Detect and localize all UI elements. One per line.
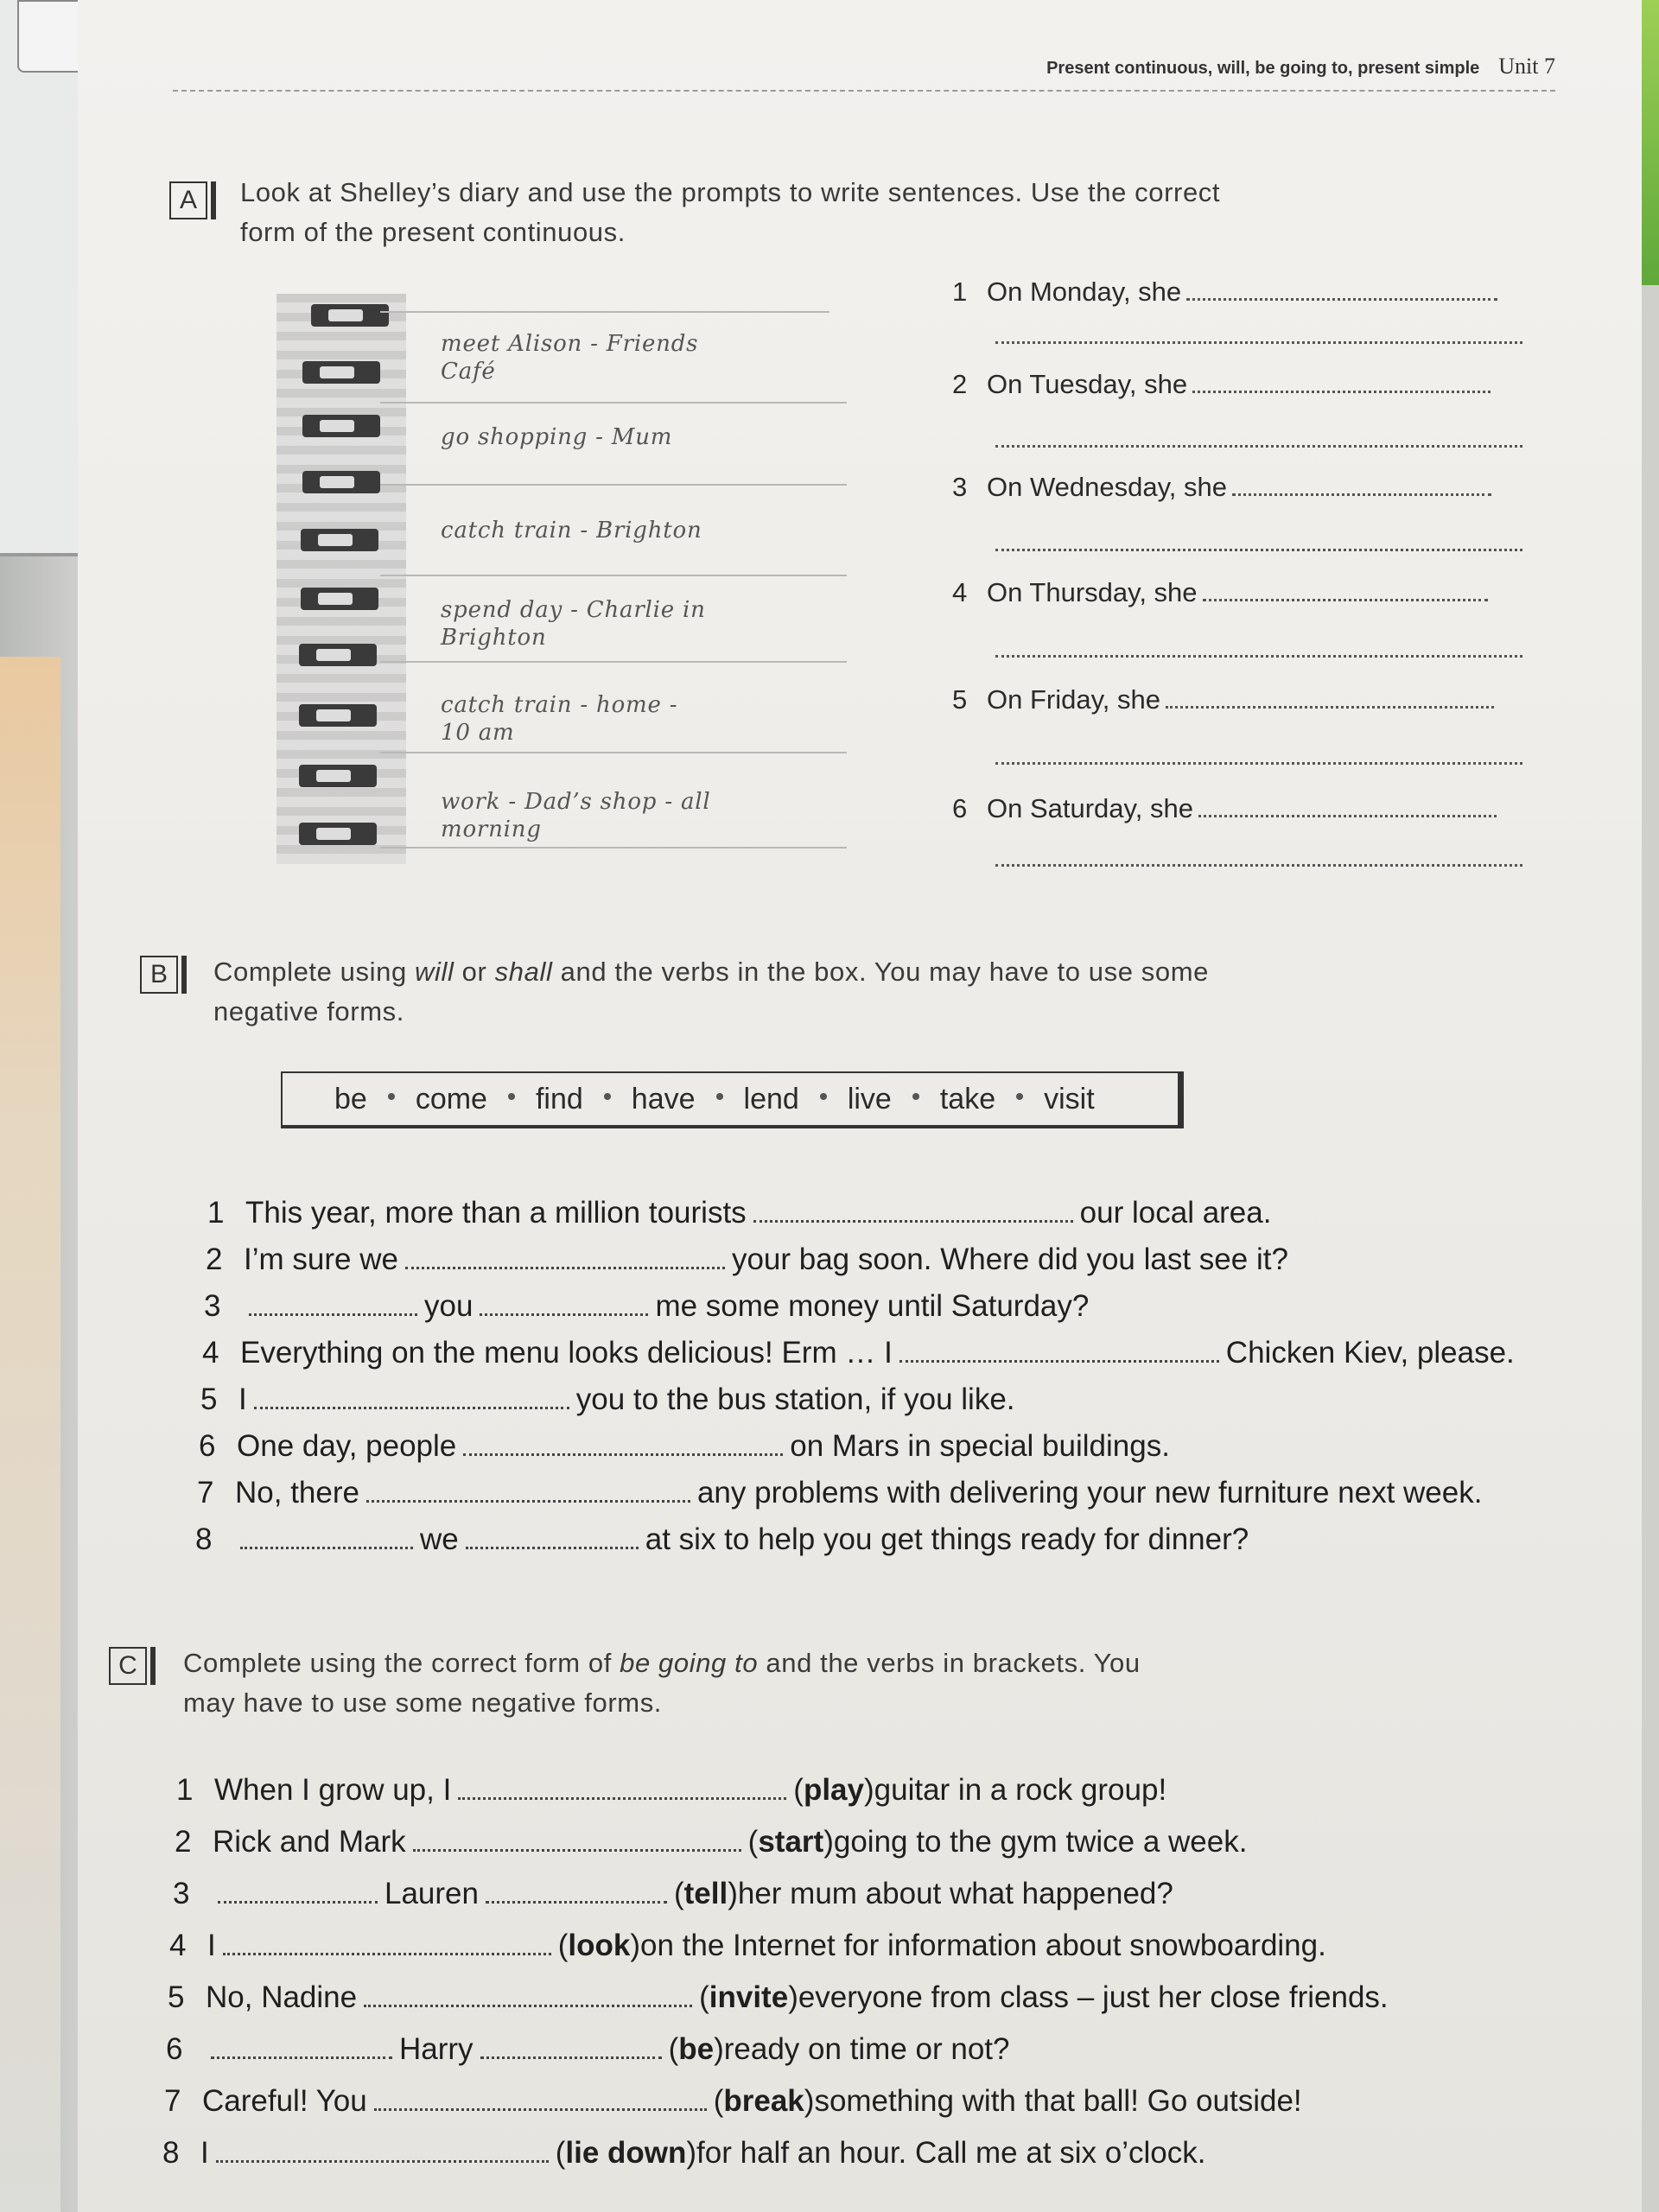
diary-ring [299, 644, 377, 666]
instruction-text: or [454, 957, 495, 987]
answer-blank[interactable] [995, 445, 1522, 448]
section-a-instruction [240, 173, 1220, 252]
instruction-text: Complete using [213, 957, 416, 987]
answer-blank[interactable] [480, 2056, 662, 2059]
diary-entry-text: Brighton [441, 625, 547, 651]
item-number: 2 [952, 369, 968, 399]
item-text: something with that ball! Go outside! [814, 2084, 1302, 2118]
item-prompt: On Thursday, she [987, 577, 1198, 607]
verb-word: take [939, 1082, 996, 1116]
diary-entry-friday [441, 691, 677, 747]
diary-entry-text: 10 am [441, 720, 515, 746]
instruction-text: and the verbs in the box. You may have to use some [552, 957, 1210, 987]
section-c-item: 2 Rick and Mark (start) going to the gym twice a week. [175, 1825, 1248, 1859]
section-c-instruction-line-2: may have to use some negative forms. [183, 1688, 663, 1718]
verb-word: live [847, 1082, 892, 1116]
item-number: 6 [166, 2032, 183, 2066]
section-b-item [204, 1289, 1089, 1324]
bullet-separator [1016, 1093, 1023, 1100]
item-prompt: On Saturday, she [987, 793, 1193, 823]
answer-blank[interactable] [364, 2005, 692, 2007]
item-text: No, Nadine [206, 1980, 358, 2014]
answer-blank[interactable] [753, 1220, 1073, 1223]
item-number: 5 [952, 684, 968, 715]
instruction-text: Complete using the correct form of [183, 1648, 620, 1678]
unit-label: Unit 7 [1498, 54, 1555, 79]
answer-blank[interactable] [995, 864, 1522, 867]
verb-word: lend [743, 1082, 799, 1116]
section-a-item [952, 369, 1491, 400]
item-number: 4 [952, 577, 968, 607]
item-number: 3 [204, 1289, 221, 1323]
diary-entry-text: catch train - Brighton [441, 518, 702, 543]
section-a-item [952, 276, 1497, 308]
answer-blank[interactable] [480, 1313, 648, 1316]
diary-rule [380, 575, 847, 576]
bracket-verb: start [758, 1825, 824, 1859]
diary-entry-wednesday [441, 517, 702, 544]
item-text: for half an hour. Call me at six o’clock. [696, 2136, 1206, 2170]
section-c-item: 4 I (look) on the Internet for information about snowboarding. [169, 1929, 1326, 1962]
section-b-item [202, 1336, 1515, 1370]
verb-word: find [535, 1082, 583, 1116]
answer-blank[interactable] [211, 2056, 392, 2059]
page-header [1046, 54, 1555, 79]
verb-box [281, 1071, 1184, 1128]
answer-blank[interactable] [899, 1360, 1219, 1363]
section-c-item: 8 I (lie down) for half an hour. Call me at six o’clock. [162, 2136, 1206, 2170]
diary-ring [299, 823, 377, 845]
diary-rule [380, 661, 847, 663]
item-text: Careful! You [202, 2084, 367, 2118]
diary-rule [380, 402, 847, 404]
answer-blank[interactable] [458, 1797, 786, 1800]
answer-blank[interactable] [405, 1267, 725, 1269]
item-prompt: On Wednesday, she [987, 472, 1228, 502]
item-number: 7 [197, 1476, 214, 1510]
shelley-diary [276, 294, 847, 864]
diary-rule [380, 484, 847, 486]
item-number: 4 [169, 1929, 187, 1962]
item-text: our local area. [1079, 1196, 1272, 1230]
bullet-separator [912, 1093, 919, 1100]
section-a-item [952, 684, 1494, 715]
answer-blank[interactable] [240, 1547, 413, 1549]
diary-rule [380, 311, 830, 313]
item-number: 1 [952, 276, 968, 307]
item-text: your bag soon. Where did you last see it? [731, 1243, 1288, 1276]
answer-blank[interactable] [486, 1901, 667, 1904]
verb-word: be [334, 1082, 367, 1116]
item-number: 5 [200, 1382, 218, 1416]
diary-entry-text: work - Dad’s shop - all [441, 789, 711, 815]
diary-entry-text: meet Alison - Friends [441, 331, 699, 357]
diary-ring [302, 361, 380, 384]
item-number: 1 [176, 1773, 194, 1807]
diary-ring [301, 588, 378, 610]
item-prompt: On Tuesday, she [987, 369, 1188, 399]
diary-rule [380, 847, 847, 849]
answer-blank[interactable] [223, 1953, 551, 1955]
section-b-instruction-line-1 [213, 952, 1209, 992]
section-c-item: 3 Lauren (tell) her mum about what happened? [173, 1877, 1173, 1910]
section-c-item: 1 When I grow up, I (play) guitar in a rock group! [176, 1773, 1167, 1807]
section-a-letter: A [169, 181, 207, 219]
answer-blank[interactable] [1198, 815, 1497, 817]
bracket-verb: be [678, 2032, 715, 2066]
section-b-item [199, 1429, 1170, 1464]
item-text: everyone from class – just her close friends. [798, 1980, 1389, 2014]
item-text: you [424, 1289, 474, 1323]
diary-ring [302, 471, 380, 493]
section-a-item [952, 472, 1491, 503]
item-text: Rick and Mark [213, 1825, 406, 1859]
item-prompt: On Friday, she [987, 684, 1161, 715]
item-text: One day, people [237, 1429, 457, 1463]
diary-entry-saturday [441, 788, 711, 843]
answer-blank[interactable] [413, 1849, 741, 1852]
section-b-item [200, 1382, 1015, 1417]
answer-blank[interactable] [216, 2160, 549, 2163]
answer-blank[interactable] [466, 1547, 639, 1549]
section-a-instruction-line-1: Look at Shelley’s diary and use the prompts to write sentences. Use the correct [240, 177, 1221, 207]
answer-blank[interactable] [995, 655, 1522, 658]
section-c-item: 7 Careful! You (break) something with that ball! Go outside! [164, 2084, 1302, 2118]
item-text: on Mars in special buildings. [790, 1429, 1170, 1463]
diary-entry-text: go shopping - Mum [441, 424, 673, 450]
item-text: me some money until Saturday? [655, 1289, 1090, 1323]
instruction-keyword: will [415, 957, 454, 987]
answer-blank[interactable] [218, 1901, 378, 1904]
item-number: 1 [207, 1196, 225, 1230]
bracket-verb: play [803, 1773, 864, 1807]
answer-blank[interactable] [1186, 298, 1497, 301]
item-text: ready on time or not? [723, 2032, 1010, 2066]
answer-blank[interactable] [1232, 493, 1491, 496]
item-text: Harry [399, 2032, 474, 2066]
bullet-separator [388, 1093, 395, 1100]
answer-blank[interactable] [374, 2108, 707, 2111]
item-number: 2 [175, 1825, 192, 1859]
item-number: 5 [168, 1980, 185, 2014]
section-a-item [952, 793, 1497, 824]
bracket-verb: invite [709, 1980, 789, 2014]
item-number: 3 [952, 472, 968, 502]
item-text: going to the gym twice a week. [833, 1825, 1248, 1859]
item-text: her mum about what happened? [737, 1877, 1173, 1910]
diary-entry-text: catch train - home - [441, 692, 678, 718]
item-number: 3 [173, 1877, 190, 1910]
item-text: Chicken Kiev, please. [1225, 1336, 1515, 1370]
diary-ring [301, 529, 378, 551]
section-b-item [197, 1476, 1482, 1510]
diary-entry-tuesday [441, 423, 672, 451]
diary-entry-text: Café [441, 359, 496, 385]
item-number: 4 [202, 1336, 219, 1370]
section-c-instruction-line-1 [183, 1643, 1141, 1683]
answer-blank[interactable] [995, 762, 1522, 765]
diary-entry-monday [441, 330, 698, 385]
answer-blank[interactable] [1203, 599, 1488, 601]
section-c-instruction [183, 1643, 1141, 1723]
item-text: I [238, 1382, 247, 1416]
section-c-letter: C [109, 1647, 147, 1685]
diary-rule [380, 752, 847, 753]
item-text: No, there [235, 1476, 359, 1510]
instruction-keyword: shall [494, 957, 553, 987]
answer-blank[interactable] [995, 341, 1522, 344]
answer-blank[interactable] [249, 1313, 417, 1316]
diary-entry-text: spend day - Charlie in [441, 597, 706, 623]
item-text: you to the bus station, if you like. [575, 1382, 1015, 1416]
bracket-verb: break [723, 2084, 804, 2118]
notebook-edge [0, 657, 60, 2212]
answer-blank[interactable] [366, 1500, 690, 1503]
item-text: any problems with delivering your new furniture next week. [696, 1476, 1483, 1510]
section-a-item [952, 577, 1488, 608]
answer-blank[interactable] [995, 549, 1522, 551]
section-b-item [206, 1243, 1288, 1277]
verb-word: have [631, 1082, 696, 1116]
item-text: I [200, 2136, 209, 2170]
section-b-item [195, 1522, 1249, 1557]
section-b-letter: B [140, 956, 178, 994]
item-text: This year, more than a million tourists [245, 1196, 747, 1230]
section-b-instruction [213, 952, 1209, 1032]
bullet-separator [508, 1093, 515, 1100]
item-text: Lauren [385, 1877, 479, 1910]
item-number: 7 [164, 2084, 181, 2118]
bullet-separator [604, 1093, 611, 1100]
item-number: 8 [162, 2136, 180, 2170]
answer-blank[interactable] [463, 1453, 783, 1456]
answer-blank[interactable] [254, 1407, 569, 1409]
item-number: 2 [206, 1243, 223, 1276]
bullet-separator [716, 1093, 723, 1100]
item-number: 8 [195, 1522, 213, 1556]
bullet-separator [820, 1093, 827, 1100]
answer-blank[interactable] [1166, 706, 1494, 709]
verb-word: visit [1044, 1082, 1095, 1116]
diary-ring [311, 304, 389, 327]
bracket-verb: tell [683, 1877, 728, 1910]
section-c-item: 6 Harry (be) ready on time or not? [166, 2032, 1010, 2066]
item-text: When I grow up, I [214, 1773, 452, 1807]
answer-blank[interactable] [1192, 391, 1491, 393]
bracket-verb: look [568, 1929, 631, 1962]
item-prompt: On Monday, she [987, 276, 1182, 307]
section-b-item [207, 1196, 1271, 1230]
item-number: 6 [952, 793, 968, 823]
section-b-instruction-line-2: negative forms. [213, 996, 404, 1027]
item-text: we [420, 1522, 459, 1556]
item-text: Everything on the menu looks delicious! Erm … I [240, 1336, 893, 1370]
item-text: at six to help you get things ready for dinner? [645, 1522, 1249, 1556]
diary-entry-text: morning [441, 817, 542, 842]
section-c-item: 5 No, Nadine (invite) everyone from class – just her close friends. [168, 1980, 1389, 2014]
verb-word: come [415, 1082, 487, 1116]
instruction-text: and the verbs in brackets. You [758, 1648, 1141, 1678]
header-title: Present continuous, will, be going to, present simple [1046, 59, 1480, 78]
bracket-verb: lie down [565, 2136, 687, 2170]
section-a-instruction-line-2: form of the present continuous. [240, 217, 626, 247]
diary-entry-thursday [441, 596, 706, 652]
header-divider [173, 90, 1555, 92]
item-number: 6 [199, 1429, 216, 1463]
diary-ring [302, 415, 380, 437]
instruction-keyword: be going to [620, 1648, 759, 1678]
worksheet-page [78, 0, 1642, 2212]
diary-ring [299, 765, 377, 787]
item-text: I’m sure we [244, 1243, 398, 1276]
item-text: I [207, 1929, 216, 1962]
diary-ring [299, 704, 377, 727]
item-text: on the Internet for information about snowboarding. [640, 1929, 1326, 1962]
item-text: guitar in a rock group! [874, 1773, 1167, 1807]
